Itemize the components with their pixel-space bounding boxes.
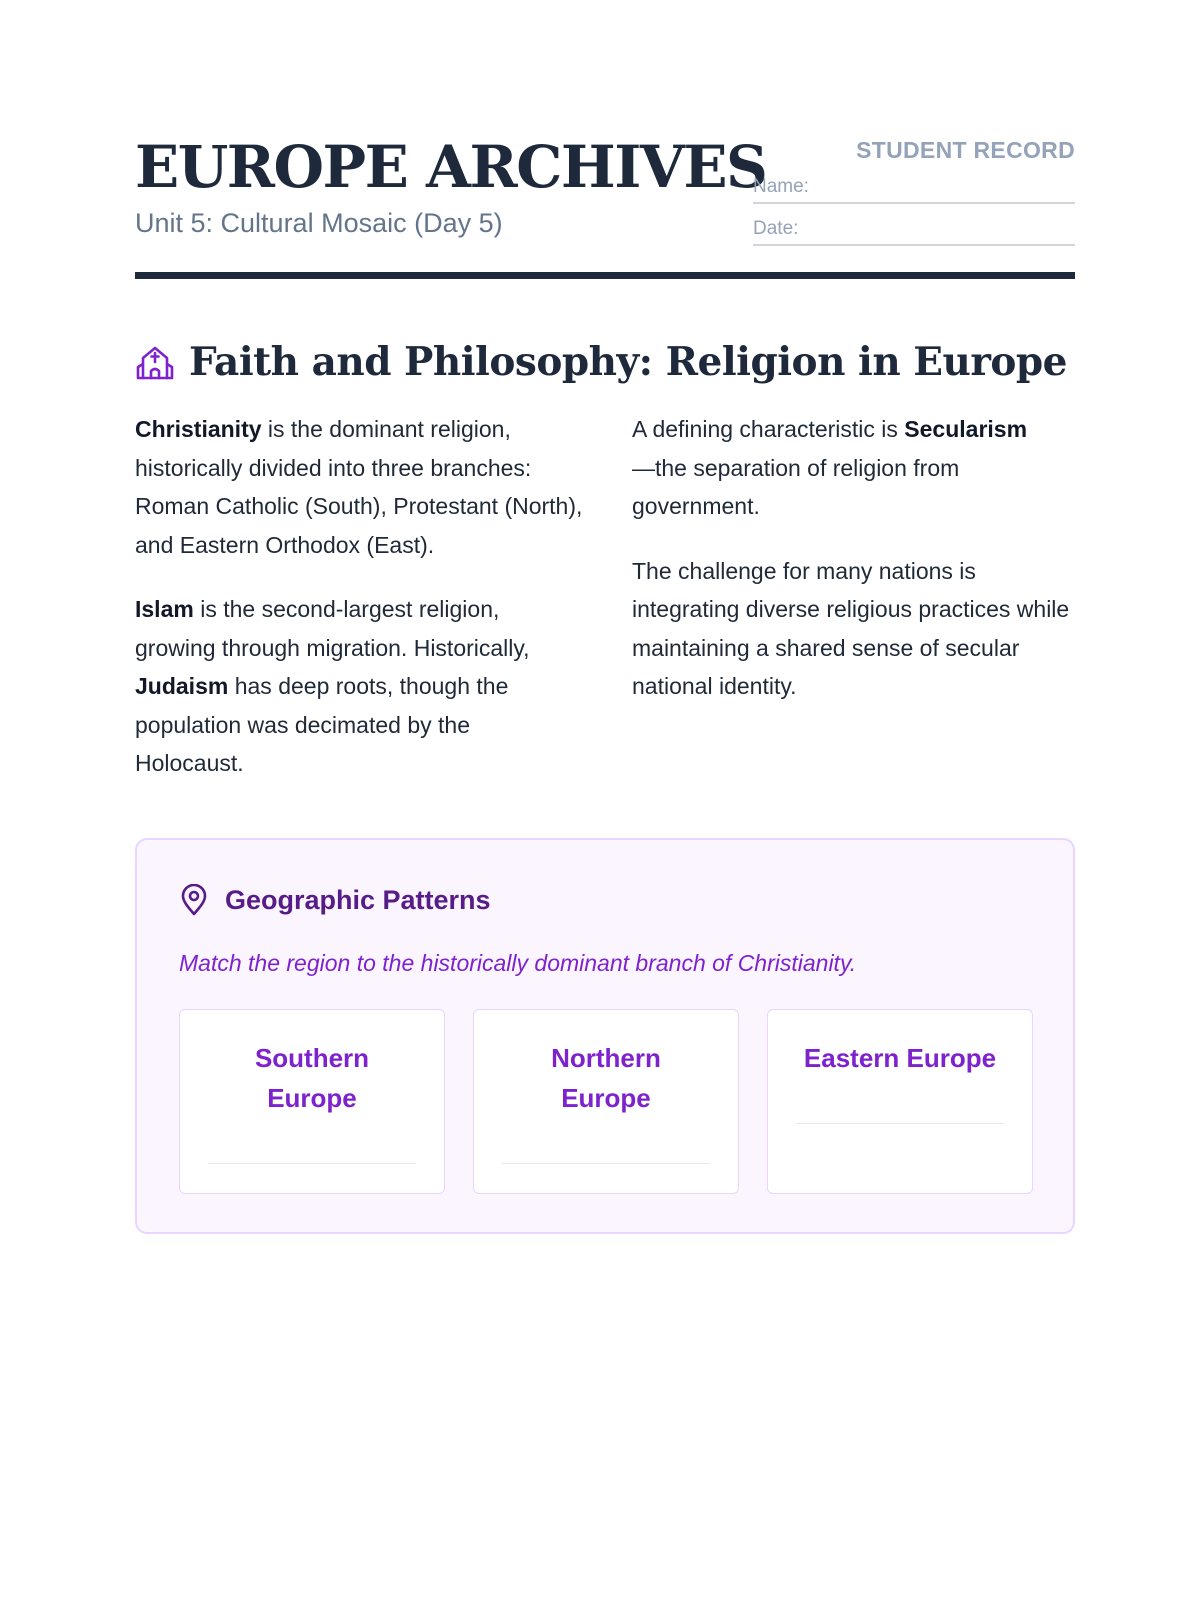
- geographic-patterns-panel: [135, 838, 1075, 1234]
- section-heading: [135, 337, 1075, 387]
- date-label: Date:: [753, 218, 799, 239]
- paragraph-text: The challenge for many nations is integrating diverse religious practices while maintaining a shared sense of secular national identity.: [632, 557, 1070, 699]
- region-card-northern-europe[interactable]: [473, 1009, 739, 1194]
- term-judaism: Judaism: [135, 673, 229, 699]
- name-label: Name:: [753, 176, 809, 197]
- term-christianity: Christianity: [135, 416, 262, 442]
- paragraph-text: A defining characteristic is: [632, 416, 905, 442]
- region-card-eastern-europe[interactable]: [767, 1009, 1033, 1194]
- region-card-southern-europe[interactable]: [179, 1009, 445, 1194]
- term-islam: Islam: [135, 596, 194, 622]
- geographic-patterns-title: Geographic Patterns: [225, 884, 491, 915]
- answer-line[interactable]: [796, 1123, 1004, 1124]
- date-field[interactable]: [753, 218, 1075, 246]
- paragraph-challenge: [632, 552, 1082, 706]
- region-card-title: Northern Europe: [551, 1043, 661, 1113]
- map-pin-icon: [179, 884, 209, 916]
- paragraph-islam-judaism: [135, 590, 585, 783]
- paragraph-christianity: [135, 410, 585, 564]
- region-card-title: Southern Europe: [254, 1043, 370, 1113]
- region-card-title: Eastern Europe: [803, 1043, 997, 1073]
- paragraph-text: is the dominant religion, historically divided into three branches: Roman Catholic (South), Protestant (North), and Eastern Orthodox (East).: [135, 416, 583, 558]
- student-record-title: STUDENT RECORD: [856, 137, 1075, 163]
- left-column: [135, 410, 585, 809]
- church-icon: [135, 342, 175, 382]
- activity-instruction: Match the region to the historically dominant branch of Christianity.: [179, 950, 857, 976]
- paragraph-text: —the separation of religion from government.: [632, 454, 960, 519]
- name-field[interactable]: [753, 176, 1075, 204]
- section-title: Faith and Philosophy: Religion in Europe: [189, 339, 1067, 385]
- header: [135, 132, 1075, 280]
- page-subtitle: Unit 5: Cultural Mosaic (Day 5): [135, 208, 503, 238]
- student-record: [753, 137, 1075, 239]
- paragraph-secularism: [632, 410, 1082, 526]
- answer-line[interactable]: [502, 1163, 710, 1164]
- term-secularism: Secularism: [904, 416, 1028, 442]
- region-cards: [179, 1009, 1033, 1194]
- paragraph-text: is the second-largest religion, growing through migration. Historically,: [135, 596, 530, 661]
- right-column: [632, 410, 1082, 732]
- header-divider: [135, 272, 1075, 279]
- answer-line[interactable]: [208, 1163, 416, 1164]
- paragraph-text: has deep roots, though the population was decimated by the Holocaust.: [135, 673, 509, 776]
- page-title: EUROPE ARCHIVES: [135, 133, 767, 201]
- geographic-patterns-heading: [179, 882, 491, 918]
